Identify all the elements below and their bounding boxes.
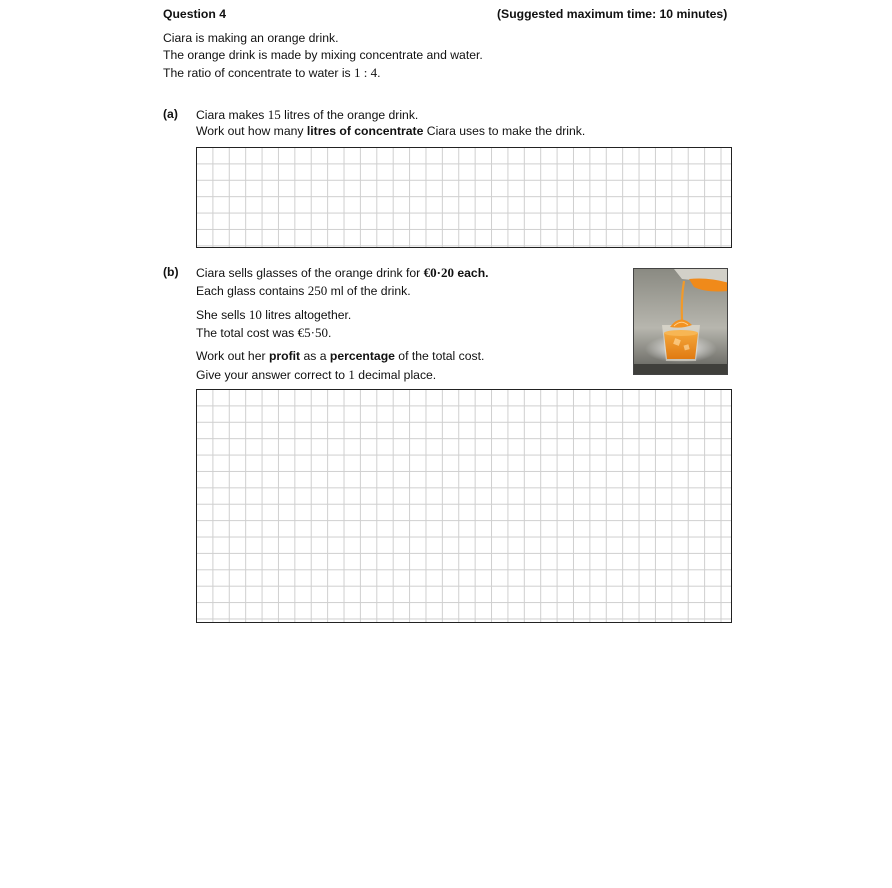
part-a-label: (a) — [163, 107, 178, 121]
ratio-value: 1 : 4 — [354, 65, 378, 80]
part-a-line-2: Work out how many litres of concentrate Ciara uses to make the drink. — [196, 124, 586, 138]
intro-line-3: The ratio of concentrate to water is 1 : 4. — [163, 65, 381, 80]
intro-line-2: The orange drink is made by mixing concentrate and water. — [163, 48, 483, 62]
part-b-label: (b) — [163, 265, 179, 279]
part-b-line-6: Give your answer correct to 1 decimal place. — [196, 367, 437, 382]
suggested-time: (Suggested maximum time: 10 minutes) — [497, 7, 728, 21]
question-title: Question 4 — [163, 7, 226, 21]
part-b-line-2: Each glass contains 250 ml of the drink. — [196, 283, 411, 298]
intro-line-1: Ciara is making an orange drink. — [163, 31, 339, 45]
part-b-line-5: Work out her profit as a percentage of the total cost. — [196, 349, 485, 363]
part-a-line-1: Ciara makes 15 litres of the orange drink. — [196, 107, 419, 122]
part-b-line-3: She sells 10 litres altogether. — [196, 307, 352, 322]
part-b-line-4: The total cost was €5·50. — [196, 325, 332, 340]
part-b-line-1: Ciara sells glasses of the orange drink for €0·20 each. — [196, 265, 489, 280]
answer-grid-a[interactable] — [196, 147, 732, 248]
orange-drink-photo — [633, 268, 728, 375]
answer-grid-b[interactable] — [196, 389, 732, 623]
